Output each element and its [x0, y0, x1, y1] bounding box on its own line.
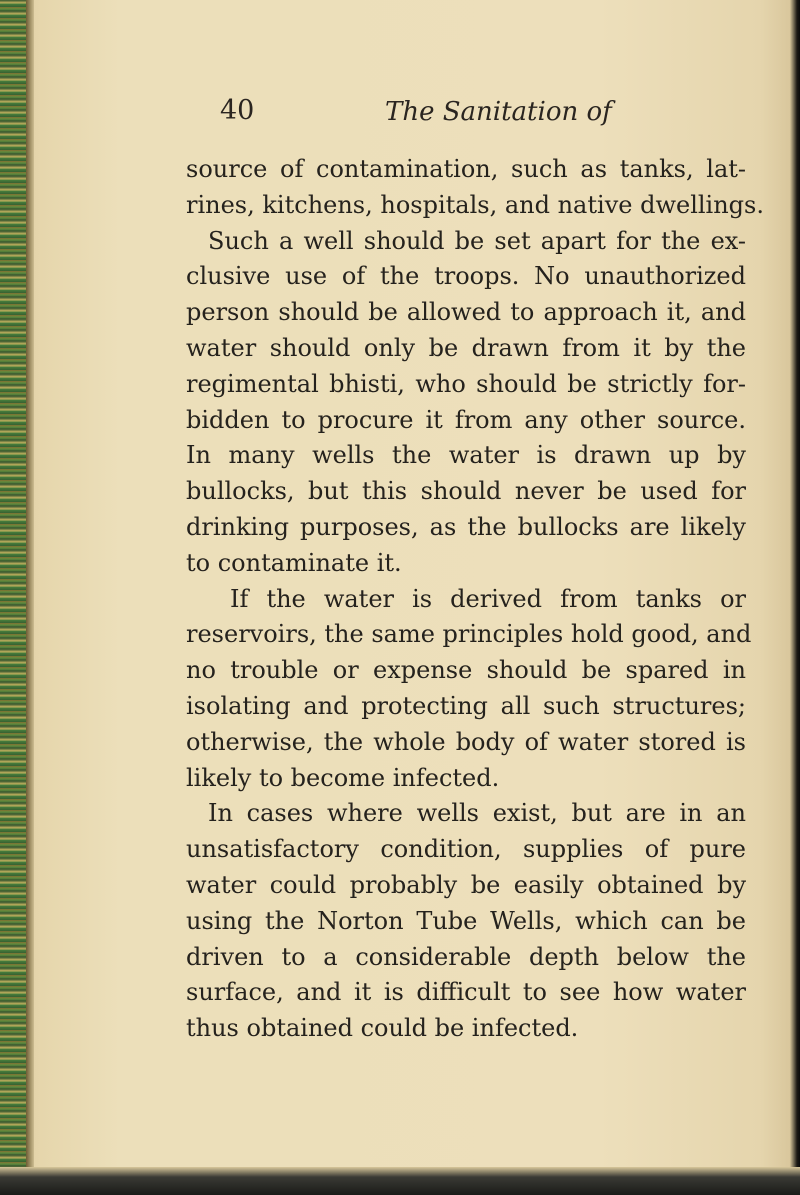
text-line: isolating and protecting all such structures;: [186, 691, 746, 720]
text-line: source of contamination, such as tanks, lat-: [186, 155, 746, 183]
page-header: [220, 95, 640, 135]
text-line: bidden to procure it from any other source.: [186, 405, 746, 434]
text-line: bullocks, but this should never be used for: [186, 477, 746, 506]
book-binding: [0, 0, 26, 1195]
page-bottom-edge: [0, 1167, 800, 1195]
text-line: thus obtained could be infected.: [186, 1014, 579, 1043]
text-line: clusive use of the troops. No unauthorized: [186, 262, 746, 291]
text-line: water should only be drawn from it by the: [186, 333, 746, 362]
text-line: water could probably be easily obtained by: [186, 870, 746, 899]
text-line: unsatisfactory condition, supplies of pure: [186, 835, 746, 864]
text-line: no trouble or expense should be spared in: [186, 656, 746, 685]
text-line: otherwise, the whole body of water stored is: [186, 727, 746, 756]
text-line: likely to become infected.: [186, 763, 500, 792]
text-line: person should be allowed to approach it, and: [186, 298, 746, 327]
text-line: driven to a considerable depth below the: [186, 942, 746, 971]
page-right-edge: [790, 0, 800, 1195]
text-line: regimental bhisti, who should be strictly for-: [186, 369, 746, 398]
text-line: to contaminate it.: [186, 548, 402, 577]
text-line: rines, kitchens, hospitals, and native dwellings.: [186, 190, 764, 219]
body-text: [186, 152, 764, 1047]
page-gutter: [26, 0, 34, 1195]
running-title: The Sanitation of: [385, 97, 612, 127]
text-line: If the water is derived from tanks or: [230, 584, 746, 613]
text-line: using the Norton Tube Wells, which can be: [186, 906, 746, 935]
text-line: In cases where wells exist, but are in an: [208, 799, 746, 828]
page-number: 40: [220, 95, 255, 126]
text-line: surface, and it is difficult to see how water: [186, 978, 746, 1007]
text-line: drinking purposes, as the bullocks are likely: [186, 512, 746, 541]
text-line: In many wells the water is drawn up by: [186, 441, 746, 470]
text-line: Such a well should be set apart for the ex-: [208, 226, 746, 255]
text-line: reservoirs, the same principles hold good, and: [186, 620, 752, 649]
